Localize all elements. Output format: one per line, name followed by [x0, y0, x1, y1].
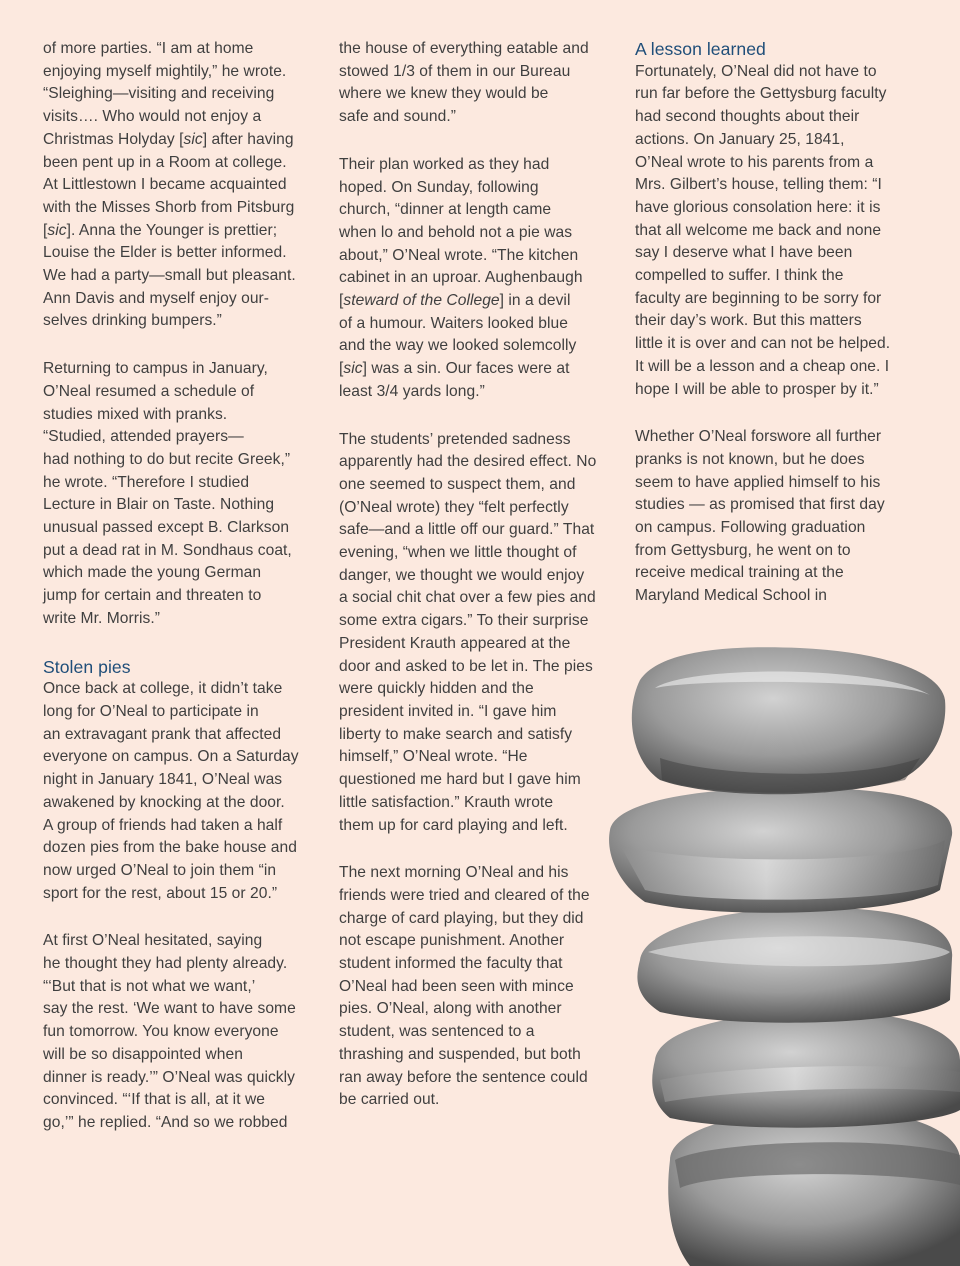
text-line: himself,” O’Neal wrote. “He	[339, 748, 528, 766]
text-line: unusual passed except B. Clarkson	[43, 519, 290, 537]
text-line: Once back at college, it didn’t take	[43, 680, 283, 698]
text-line: from Gettysburg, he went on to	[635, 541, 851, 559]
paragraph	[339, 429, 615, 838]
text-line: long for O’Neal to participate in	[43, 702, 259, 720]
text-line: were quickly hidden and the	[339, 680, 534, 698]
text-line: their day’s work. But this matters	[635, 312, 862, 330]
text-line: faculty are beginning to be sorry for	[635, 289, 882, 307]
text-line: thrashing and suspended, but both	[339, 1045, 581, 1063]
text-line: apparently had the desired effect. No	[339, 453, 597, 471]
text-line: door and asked to be let in. The pies	[339, 657, 593, 675]
text-line: “Studied, attended prayers—	[43, 428, 244, 446]
text-line: safe—and a little off our guard.” That	[339, 521, 595, 539]
text-line: little satisfaction.” Krauth wrote	[339, 793, 554, 811]
text-line: safe and sound.”	[339, 108, 456, 126]
paragraph	[43, 38, 319, 333]
text-line: of more parties. “I am at home	[43, 40, 254, 57]
text-line: “Sleighing—visiting and receiving	[43, 85, 275, 103]
text-line: sport for the rest, about 15 or 20.”	[43, 884, 278, 902]
text-line: had second thoughts about their	[635, 108, 860, 126]
text-line: some extra cigars.” To their surprise	[339, 612, 589, 630]
text-line: of a humour. Waiters looked blue	[339, 314, 568, 332]
text-line: [steward of the College] in a devil	[339, 292, 571, 310]
text-line: when lo and behold not a pie was	[339, 223, 573, 241]
text-line: compelled to suffer. I think the	[635, 267, 844, 285]
text-line: ran away before the sentence could	[339, 1068, 588, 1086]
text-line: liberty to make search and satisfy	[339, 725, 573, 743]
text-line: enjoying myself mightily,” he wrote.	[43, 62, 287, 80]
text-line: Christmas Holyday [sic] after having	[43, 130, 294, 148]
text-line: O’Neal resumed a schedule of	[43, 382, 255, 400]
paragraph	[635, 61, 911, 402]
text-line: on campus. Following graduation	[635, 519, 866, 537]
text-line: little it is over and can not be helped.	[635, 335, 891, 353]
text-line: say I deserve what I have been	[635, 244, 853, 262]
text-line: Returning to campus in January,	[43, 360, 268, 378]
text-line: that all welcome me back and none	[635, 221, 882, 239]
text-line: now urged O’Neal to join them “in	[43, 861, 277, 879]
paragraph	[635, 426, 911, 608]
text-line: will be so disappointed when	[43, 1045, 243, 1063]
text-line: least 3/4 yards long.”	[339, 382, 485, 400]
text-line: he wrote. “Therefore I studied	[43, 473, 250, 491]
text-line: night in January 1841, O’Neal was	[43, 771, 283, 789]
text-line: The next morning O’Neal and his	[339, 864, 569, 882]
text-line: Lecture in Blair on Taste. Nothing	[43, 496, 275, 514]
text-line: cabinet in an uproar. Aughenbaugh	[339, 269, 583, 287]
text-line: student informed the faculty that	[339, 955, 563, 973]
text-line: Ann Davis and myself enjoy our-	[43, 289, 270, 307]
text-line: questioned me hard but I gave him	[339, 771, 581, 789]
text-line: A group of friends had taken a half	[43, 816, 283, 834]
text-line: [sic] was a sin. Our faces were at	[339, 360, 570, 378]
text-line: (O’Neal wrote) they “felt perfectly	[339, 498, 569, 516]
text-line: Mrs. Gilbert’s house, telling them: “I	[635, 176, 882, 194]
text-line: one seemed to suspect them, and	[339, 475, 576, 493]
text-line: At Littlestown I became acquainted	[43, 176, 287, 194]
text-line: [sic]. Anna the Younger is prettier;	[43, 221, 278, 239]
text-line: have glorious consolation here: it is	[635, 198, 881, 216]
text-line: Fortunately, O’Neal did not have to	[635, 62, 877, 80]
text-line: dozen pies from the bake house and	[43, 839, 297, 857]
text-line: actions. On January 25, 1841,	[635, 130, 845, 148]
text-line: write Mr. Morris.”	[43, 609, 160, 627]
text-line: danger, we thought we would enjoy	[339, 566, 585, 584]
text-line: Maryland Medical School in	[635, 587, 827, 605]
pie-2	[609, 788, 952, 913]
text-line: jump for certain and threaten to	[43, 587, 262, 605]
text-line: We had a party—small but pleasant.	[43, 267, 296, 285]
pie-4	[652, 1012, 960, 1128]
text-line: them up for card playing and left.	[339, 816, 568, 834]
text-line: selves drinking bumpers.”	[43, 312, 222, 330]
text-line: dinner is ready.’” O’Neal was quickly	[43, 1068, 296, 1086]
text-line: with the Misses Shorb from Pitsburg	[43, 198, 295, 216]
text-line: charge of card playing, but they did	[339, 909, 584, 927]
text-line: hoped. On Sunday, following	[339, 178, 539, 196]
text-line: studies — as promised that first day	[635, 496, 885, 514]
text-line: O’Neal wrote to his parents from a	[635, 153, 874, 171]
text-line: hope I will be able to prosper by it.”	[635, 380, 879, 398]
text-line: President Krauth appeared at the	[339, 634, 571, 652]
text-line: awakened by knocking at the door.	[43, 793, 285, 811]
text-line: he thought they had plenty already.	[43, 955, 288, 973]
text-line: student, was sentenced to a	[339, 1023, 535, 1041]
stacked-pies-photo	[600, 640, 960, 1266]
text-line: O’Neal had been seen with mince	[339, 977, 574, 995]
article-column-3	[635, 38, 911, 633]
text-line: president invited in. “I gave him	[339, 702, 557, 720]
text-line: At first O’Neal hesitated, saying	[43, 932, 263, 950]
text-line: visits…. Who would not enjoy a	[43, 108, 262, 126]
text-line: seem to have applied himself to his	[635, 473, 881, 491]
paragraph	[43, 358, 319, 630]
text-line: been pent up in a Room at college.	[43, 153, 287, 171]
text-line: church, “dinner at length came	[339, 201, 552, 219]
text-line: everyone on campus. On a Saturday	[43, 748, 299, 766]
text-line: and the way we looked solemcolly	[339, 337, 577, 355]
text-line: not escape punishment. Another	[339, 932, 565, 950]
text-line: Their plan worked as they had	[339, 155, 550, 173]
text-line: pranks is not known, but he does	[635, 450, 865, 468]
paragraph	[43, 678, 319, 905]
pie-3	[637, 908, 952, 1023]
text-line: be carried out.	[339, 1091, 440, 1109]
section-heading: Stolen pies	[43, 656, 131, 677]
text-line: which made the young German	[43, 564, 262, 582]
text-line: pies. O’Neal, along with another	[339, 1000, 562, 1018]
text-line: convinced. “‘If that is all, at it we	[43, 1091, 265, 1109]
text-line: studies mixed with pranks.	[43, 405, 228, 423]
text-line: evening, “when we little thought of	[339, 544, 577, 562]
pie-bottom	[668, 1110, 960, 1266]
text-line: The students’ pretended sadness	[339, 430, 571, 448]
paragraph	[43, 930, 319, 1134]
text-line: Whether O’Neal forswore all further	[635, 428, 882, 446]
paragraph	[339, 154, 615, 404]
text-line: an extravagant prank that affected	[43, 725, 282, 743]
text-line: “‘But that is not what we want,’	[43, 977, 256, 995]
text-line: receive medical training at the	[635, 564, 844, 582]
text-line: the house of everything eatable and	[339, 40, 589, 57]
paragraph	[339, 862, 615, 1112]
text-line: It will be a lesson and a cheap one. I	[635, 357, 890, 375]
text-line: about,” O’Neal wrote. “The kitchen	[339, 246, 579, 264]
text-line: had nothing to do but recite Greek,”	[43, 450, 291, 468]
text-line: go,’” he replied. “And so we robbed	[43, 1113, 288, 1131]
text-line: a social chit chat over a few pies and	[339, 589, 596, 607]
text-line: Louise the Elder is better informed.	[43, 244, 287, 262]
text-line: run far before the Gettysburg faculty	[635, 85, 887, 103]
text-line: put a dead rat in M. Sondhaus coat,	[43, 541, 292, 559]
text-line: fun tomorrow. You know everyone	[43, 1023, 279, 1041]
pie-top	[632, 647, 946, 794]
article-column-2	[339, 38, 615, 1137]
article-column-1	[43, 38, 319, 1160]
text-line: where we knew they would be	[339, 85, 549, 103]
text-line: friends were tried and cleared of the	[339, 886, 590, 904]
text-line: say the rest. ‘We want to have some	[43, 1000, 296, 1018]
text-line: stowed 1/3 of them in our Bureau	[339, 62, 571, 80]
paragraph	[339, 38, 615, 129]
section-heading: A lesson learned	[635, 39, 766, 59]
